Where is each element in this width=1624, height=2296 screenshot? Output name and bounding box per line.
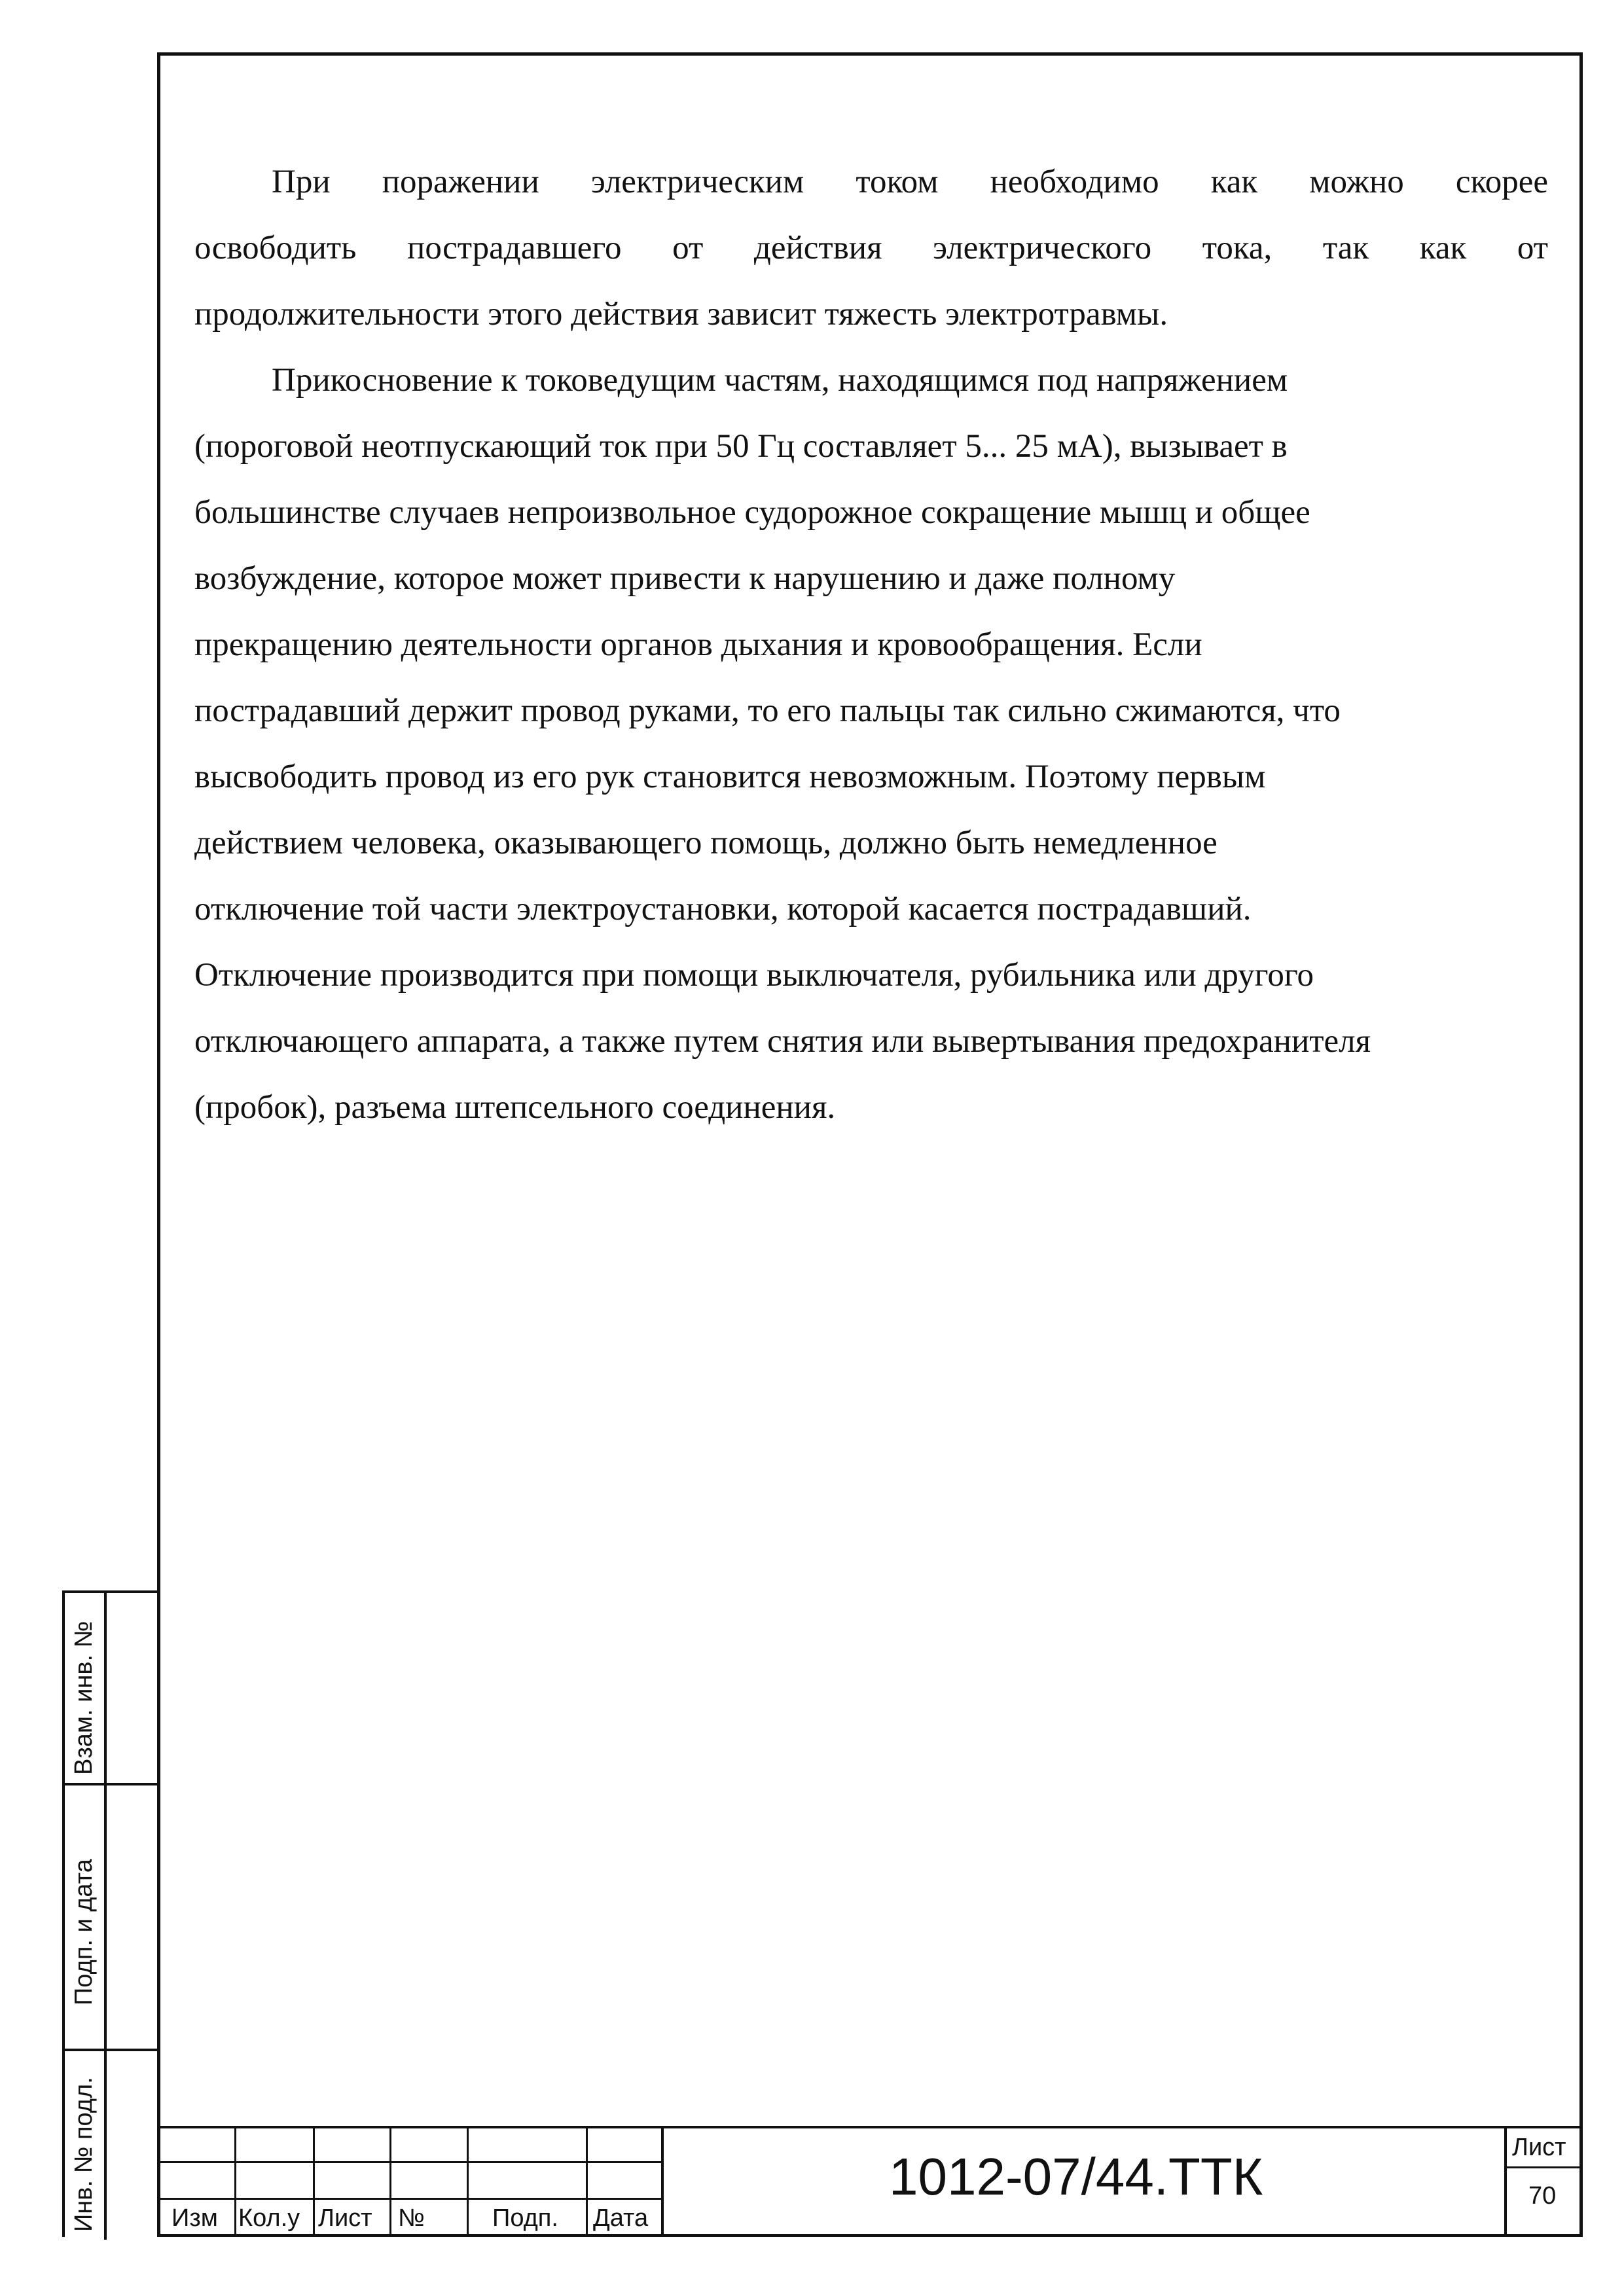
paragraph-2: [194, 348, 1548, 1141]
side-table-divider: [65, 2049, 160, 2051]
title-block-grid-line: [1504, 2166, 1583, 2168]
text-line: Отключение производится при помощи выключателя, рубильника или другого: [194, 957, 1314, 994]
title-block: [157, 2126, 1583, 2237]
text-line: освободить пострадавшего от действия электрического тока, так как от: [194, 230, 1548, 266]
sheet-number: 70: [1528, 2182, 1557, 2210]
paragraph-1: [194, 149, 1548, 348]
col-izm-label: Изм: [171, 2204, 218, 2232]
text-line: действием человека, оказывающего помощь, должно быть немедленное: [194, 825, 1218, 861]
text-line: отключающего аппарата, а также путем снятия или вывертывания предохранителя: [194, 1023, 1371, 1060]
document-code: 1012-07/44.ТТК: [889, 2147, 1263, 2206]
text-line: Прикосновение к токоведущим частям, находящимся под напряжением: [272, 362, 1288, 399]
text-line: пострадавший держит провод руками, то его пальцы так сильно сжимаются, что: [194, 692, 1341, 729]
title-block-grid-line: [389, 2126, 391, 2237]
title-block-grid-line: [586, 2126, 588, 2237]
title-block-grid-line: [234, 2126, 236, 2237]
inv-podl-label: Инв. № подл.: [70, 2077, 98, 2232]
side-table-divider: [104, 1593, 107, 2240]
col-podp-label: Подп.: [492, 2204, 558, 2232]
text-line: большинстве случаев непроизвольное судорожное сокращение мышц и общее: [194, 494, 1310, 531]
text-line: высвободить провод из его рук становится невозможным. Поэтому первым: [194, 759, 1266, 795]
col-data-label: Дата: [593, 2204, 649, 2232]
vzam-inv-label: Взам. инв. №: [70, 1621, 98, 1775]
text-line: продолжительности этого действия зависит тяжесть электротравмы.: [194, 296, 1168, 332]
podp-data-label: Подп. и дата: [70, 1859, 98, 2005]
col-kol-label: Кол.у: [238, 2204, 300, 2232]
title-block-grid-line: [1504, 2126, 1507, 2237]
col-num-label: №: [398, 2204, 425, 2232]
text-line: прекращению деятельности органов дыхания и кровообращения. Если: [194, 626, 1202, 663]
side-stamp-table: [62, 1590, 157, 2237]
title-block-grid-line: [661, 2126, 664, 2237]
text-line: (пробок), разъема штепсельного соединения.: [194, 1089, 836, 1126]
title-block-grid-line: [467, 2126, 469, 2237]
title-block-border: [157, 2126, 1583, 2128]
title-block-grid-line: [313, 2126, 315, 2237]
text-line: (пороговой неотпускающий ток при 50 Гц составляет 5... 25 мА), вызывает в: [194, 428, 1288, 465]
side-table-divider: [65, 1783, 160, 1785]
document-body: [194, 149, 1548, 1141]
text-line: При поражении электрическим током необходимо как можно скорее: [272, 164, 1548, 200]
sheet-label: Лист: [1512, 2134, 1566, 2161]
text-line: возбуждение, которое может привести к нарушению и даже полному: [194, 560, 1176, 597]
text-line: отключение той части электроустановки, которой касается пострадавший.: [194, 891, 1252, 927]
col-list-label: Лист: [318, 2204, 372, 2232]
